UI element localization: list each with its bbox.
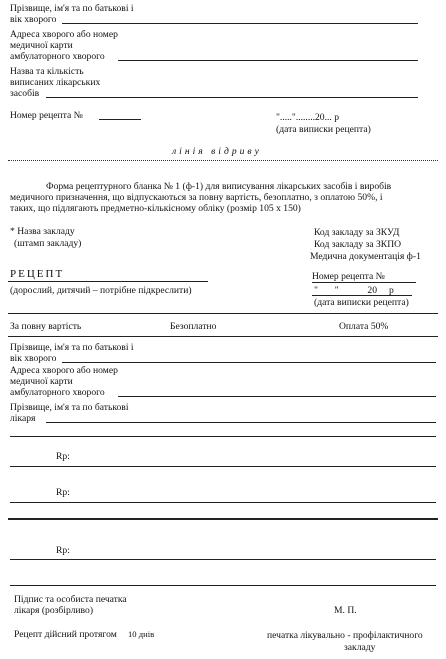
drugs-label-3: засобів [10,88,40,99]
payment-top-line [8,313,438,314]
address-label-2: медичної карти [10,40,73,51]
institution-name-label: * Назва закладу [10,226,75,237]
doctor-label: лікаря [10,413,36,424]
recipe-title-line [8,281,208,282]
patient-name-label: Прізвище, ім'я та по батькові і [10,3,134,14]
code-zkud-label: Код закладу за ЗКУД [314,227,400,238]
med-doc-label: Медична документація ф-1 [310,251,421,262]
rp-line-4[interactable] [10,585,436,586]
patient-name-line[interactable] [62,23,418,24]
patient-address-label-2: медичної карти [10,376,73,387]
tear-line-label: лінія відриву [172,146,262,157]
rp-line-3[interactable] [10,559,436,560]
recipe-title: РЕЦЕПТ [10,268,65,280]
drugs-label-2: виписаних лікарських [10,77,101,88]
address-label: Адреса хворого або номер [10,29,118,40]
drugs-line[interactable] [46,97,418,98]
mp-label: М. П. [334,605,357,616]
stamp-caption-2: закладу [344,642,376,653]
rp-line-2[interactable] [10,502,436,503]
recipe-number-line[interactable] [312,282,416,283]
form-title-2: медичного призначення, що відпускаються за повну вартість, безоплатно, з оплатою 50%, і [10,192,383,203]
code-zkpo-label: Код закладу за ЗКПО [314,239,402,250]
patient-age-label: вік хворого [10,14,57,25]
doctor-extra-line[interactable] [10,436,436,437]
rx-number-label: Номер рецепта № [10,110,83,121]
patient-address-label: Адреса хворого або номер [10,365,118,376]
address-label-3: амбулаторного хворого [10,51,105,62]
rp-label-3: Rp: [56,545,70,556]
patient-age-label-2: вік хворого [10,353,57,364]
rp-label-1: Rp: [56,451,70,462]
signature-label-2: лікаря (розбірливо) [14,605,94,616]
stamp-caption: печатка лікувально - профілактичного [267,630,423,641]
validity-label: Рецепт дійсний протягом [14,629,117,640]
drugs-label: Назва та кількість [10,66,84,77]
payment-half[interactable]: Оплата 50% [339,321,389,332]
patient-name-line-2[interactable] [62,362,436,363]
recipe-date-template: " " 20 р [314,285,394,296]
payment-free[interactable]: Безоплатно [170,321,217,332]
signature-label: Підпис та особиста печатка [14,594,127,605]
rx-number-line[interactable] [99,119,141,120]
form-title-1: Форма рецептурного бланка № 1 (ф-1) для виписування лікарських засобів і виробів [46,181,392,192]
rp-label-2: Rp: [56,487,70,498]
payment-bottom-line [8,336,438,337]
patient-name-label-2: Прізвище, ім'я та по батькові і [10,342,134,353]
recipe-date-caption: (дата виписки рецепта) [314,297,409,308]
tear-line [8,160,438,161]
date-template: "....."........20... р [276,112,339,123]
doctor-name-line[interactable] [46,422,436,423]
recipe-subtitle: (дорослий, дитячий – потрібне підкреслити) [10,285,192,296]
form-title-3: таких, що підлягають предметно-кількісному обліку (розмір 105 х 150) [10,203,301,214]
date-caption: (дата виписки рецепта) [276,124,371,135]
stamp-label: (штамп закладу) [14,238,82,249]
patient-address-label-3: амбулаторного хворого [10,387,105,398]
address-line[interactable] [118,60,418,61]
recipe-number-label: Номер рецепта № [312,271,385,282]
recipe-date-line[interactable] [312,295,412,296]
rp-separator [8,518,438,520]
doctor-name-label: Прізвище, ім'я та по батькові [10,402,129,413]
rp-line-1[interactable] [10,466,436,467]
validity-value: 10 днів [128,629,155,639]
payment-full[interactable]: За повну вартість [10,321,82,332]
patient-address-line[interactable] [118,396,436,397]
